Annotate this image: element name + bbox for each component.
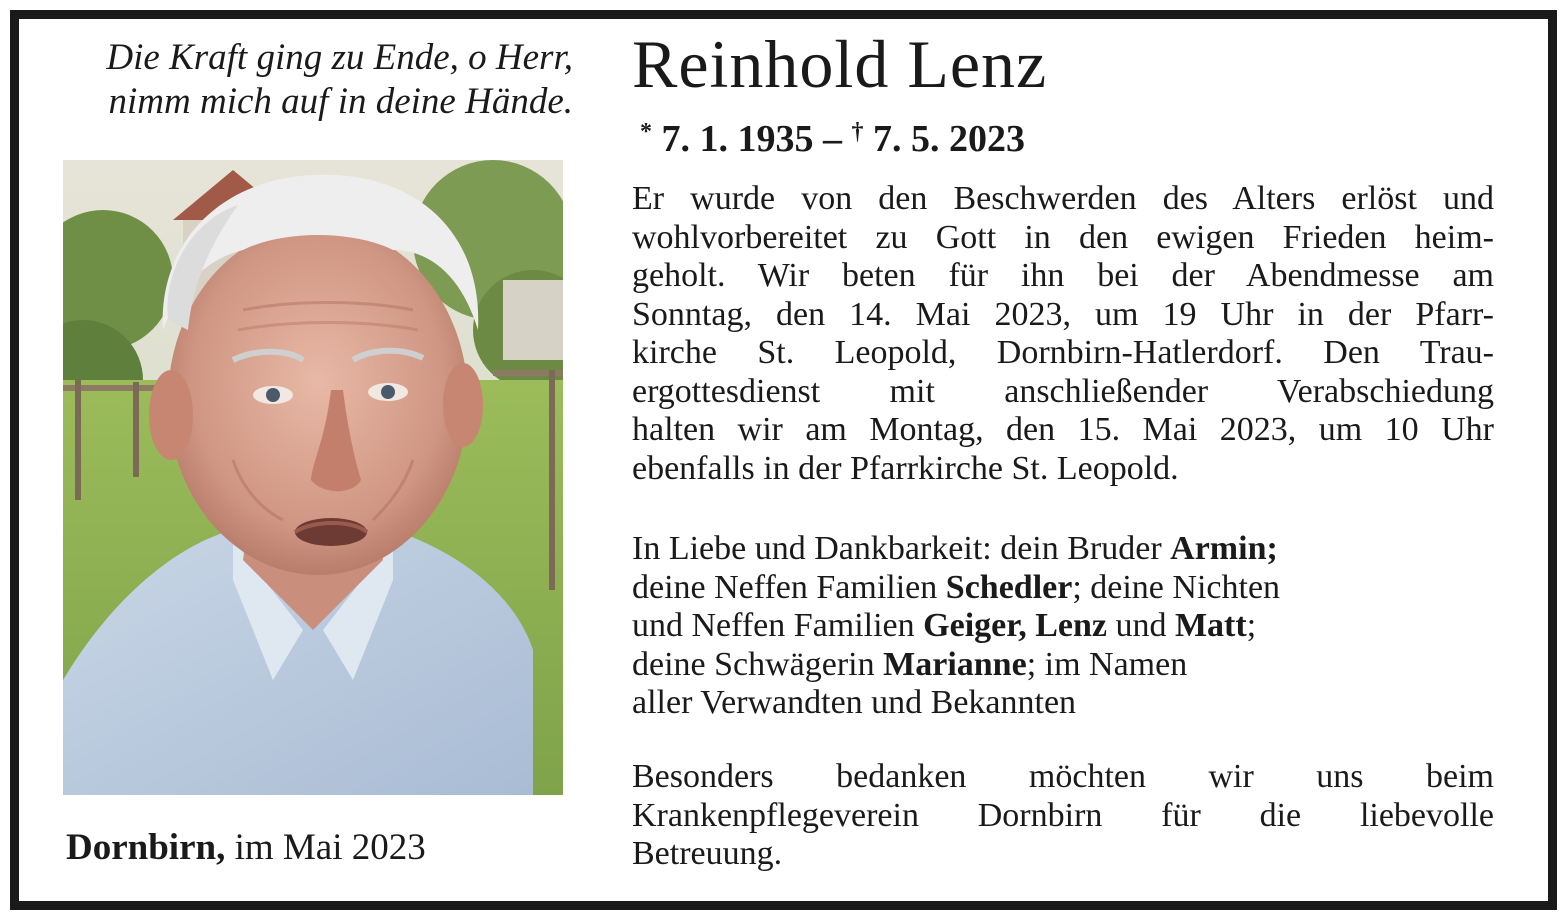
mourner-name: Matt bbox=[1174, 607, 1247, 644]
text-line: ebenfalls in der Pfarrkirche St. Leopold. bbox=[632, 449, 1179, 487]
text-line: wohlvorbereitet zu Gott in den ewigen Frieden heim- bbox=[632, 218, 1494, 256]
text-line bbox=[632, 646, 1494, 685]
death-symbol: † bbox=[851, 119, 864, 145]
text-segment: ; deine Nichten bbox=[1072, 568, 1281, 606]
text-line: Betreuung. bbox=[632, 835, 783, 872]
text-segment: ; im Namen bbox=[1026, 645, 1188, 683]
birth-date: 7. 1. 1935 bbox=[661, 118, 814, 160]
mourners-paragraph bbox=[632, 530, 1494, 723]
text-line: aller Verwandten und Bekannten bbox=[632, 684, 1077, 721]
text-segment: ; bbox=[1246, 607, 1257, 644]
text-segment: und bbox=[1106, 607, 1175, 644]
motto-line: nimm mich auf in deine Hände. bbox=[108, 81, 573, 122]
deceased-name: Reinhold Lenz bbox=[632, 26, 1048, 102]
mourner-name: Armin; bbox=[1170, 530, 1278, 567]
text-line: Krankenpflegeverein Dornbirn für die liebevolle bbox=[632, 796, 1494, 834]
motto-line: Die Kraft ging zu Ende, o Herr, bbox=[106, 37, 573, 78]
text-segment: deine Schwägerin bbox=[632, 645, 884, 683]
text-line: halten wir am Montag, den 15. Mai 2023, um 10 Uhr bbox=[632, 411, 1494, 448]
death-date: 7. 5. 2023 bbox=[873, 118, 1025, 160]
text-segment: deine Neffen Familien bbox=[632, 568, 946, 606]
mourner-name: Schedler bbox=[945, 568, 1073, 606]
place-city: Dornbirn, bbox=[66, 827, 226, 868]
text-segment: In Liebe und Dankbarkeit: dein Bruder bbox=[632, 530, 1171, 567]
text-line bbox=[632, 607, 1494, 646]
mourner-name: Geiger, Lenz bbox=[923, 607, 1107, 644]
text-line: Er wurde von den Beschwerden des Alters erlöst und bbox=[632, 180, 1494, 217]
motto-verse bbox=[63, 36, 573, 124]
portrait-photo bbox=[63, 160, 563, 795]
text-line: Sonntag, den 14. Mai 2023, um 19 Uhr in der Pfarr- bbox=[632, 295, 1494, 333]
mourner-name: Marianne bbox=[883, 645, 1027, 683]
text-line: Besonders bedanken möchten wir uns beim bbox=[632, 758, 1494, 795]
text-line: kirche St. Leopold, Dornbirn-Hatlerdorf. Den Trau- bbox=[632, 334, 1494, 371]
text-segment: und Neffen Familien bbox=[632, 607, 924, 644]
text-line: geholt. Wir beten für ihn bei der Abendmesse am bbox=[632, 257, 1494, 294]
birth-symbol: * bbox=[640, 119, 652, 145]
place-date-line bbox=[66, 826, 426, 870]
text-line bbox=[632, 530, 1494, 569]
place-date: im Mai 2023 bbox=[234, 827, 426, 868]
thanks-paragraph bbox=[632, 758, 1494, 874]
announcement-paragraph bbox=[632, 180, 1494, 488]
date-separator: – bbox=[823, 118, 842, 160]
life-dates bbox=[640, 108, 1025, 163]
text-line: ergottesdienst mit anschließender Verabschiedung bbox=[632, 372, 1494, 410]
portrait-illustration bbox=[63, 160, 563, 795]
text-line bbox=[632, 569, 1494, 608]
